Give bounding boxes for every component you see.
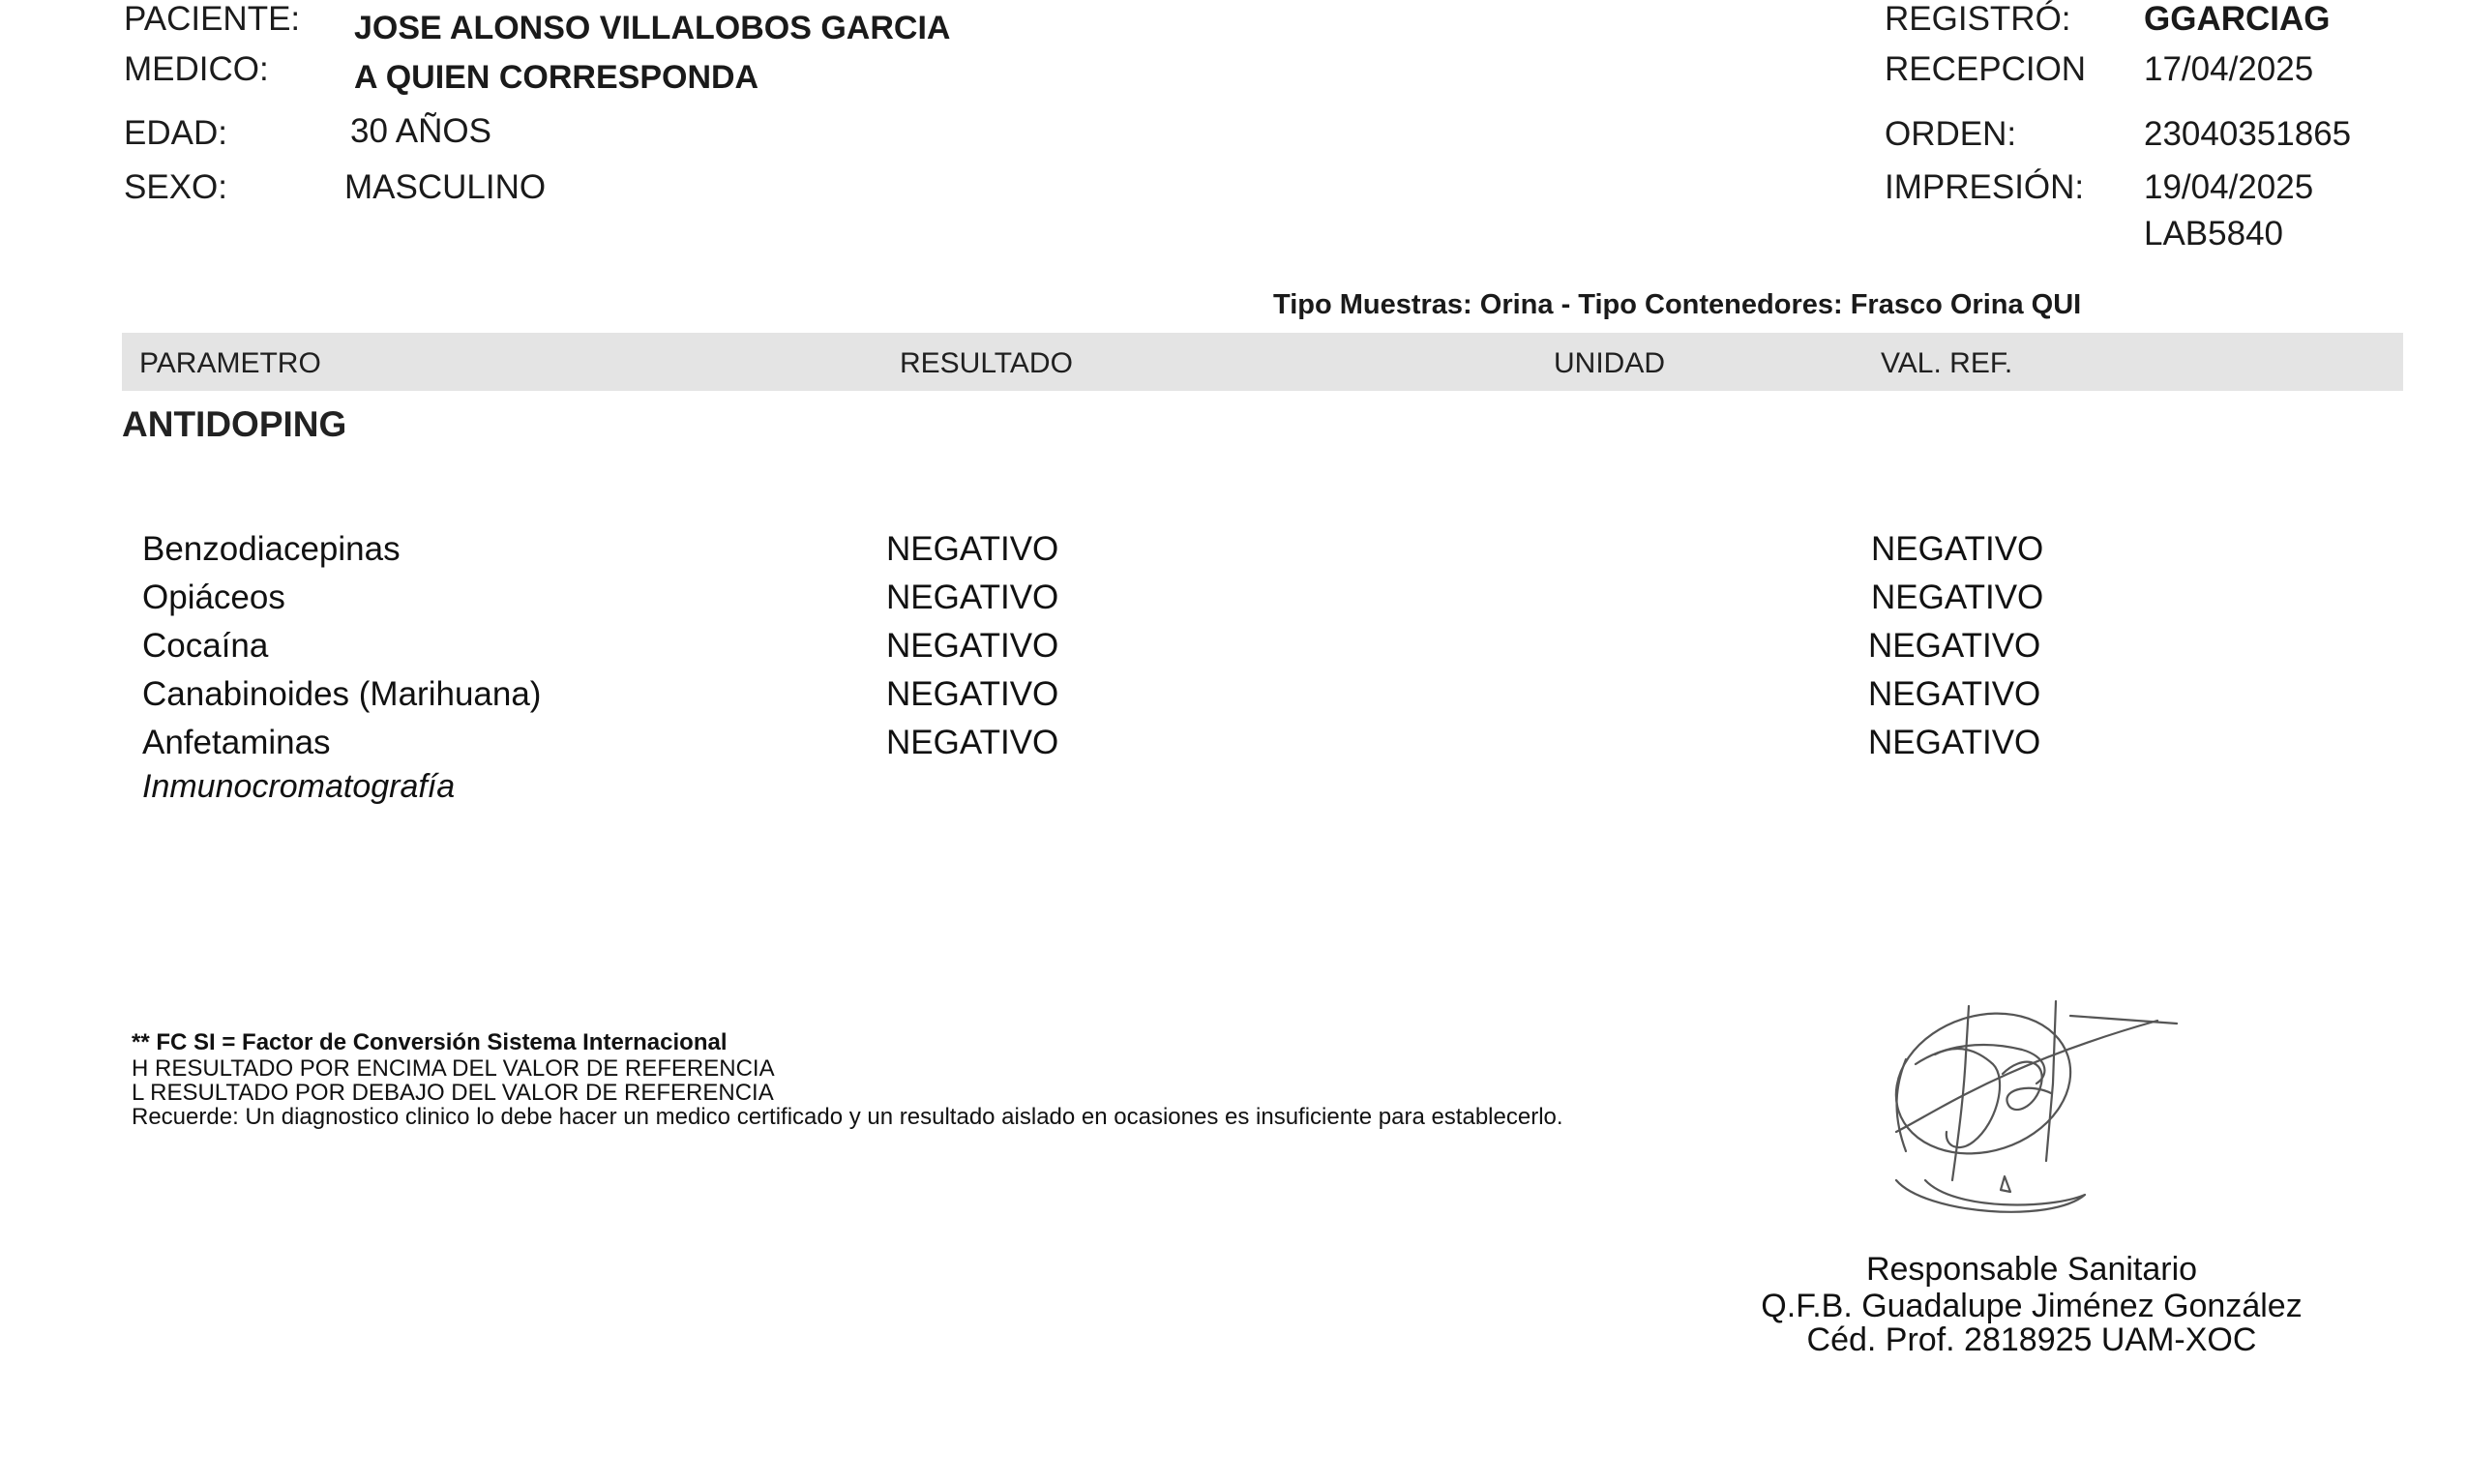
orden-label: ORDEN: (1885, 115, 2017, 153)
result-row-1-val-ref: NEGATIVO (1871, 530, 2044, 568)
impresion-value: 19/04/2025 (2144, 168, 2314, 206)
result-row-2-val-ref: NEGATIVO (1871, 579, 2044, 616)
header-val-ref: VAL. REF. (1881, 347, 2013, 379)
medico-label: MEDICO: (124, 50, 269, 88)
recepcion-value: 17/04/2025 (2144, 50, 2314, 88)
registro-label: REGISTRÓ: (1885, 0, 2071, 38)
section-title: ANTIDOPING (122, 404, 347, 444)
header-unidad: UNIDAD (1554, 347, 1666, 379)
signature-cedula: Céd. Prof. 2818925 UAM-XOC (1806, 1321, 2257, 1358)
note-h: H RESULTADO POR ENCIMA DEL VALOR DE REFERENCIA (132, 1055, 775, 1082)
registro-value: GGARCIAG (2144, 0, 2331, 38)
result-row-4-resultado: NEGATIVO (886, 675, 1059, 713)
signature-image (1877, 987, 2186, 1229)
edad-label: EDAD: (124, 114, 227, 152)
sexo-value: MASCULINO (344, 168, 547, 206)
result-row-5-parametro: Anfetaminas (142, 724, 331, 761)
orden-value: 23040351865 (2144, 115, 2352, 153)
note-recuerde: Recuerde: Un diagnostico clinico lo debe hacer un medico certificado y un resultado aislado en ocasiones es insuficiente para establecerlo. (132, 1104, 1563, 1130)
result-row-2-resultado: NEGATIVO (886, 579, 1059, 616)
header-resultado: RESULTADO (900, 347, 1073, 379)
paciente-label: PACIENTE: (124, 0, 301, 38)
edad-value: 30 AÑOS (350, 112, 491, 150)
note-fc-si: ** FC SI = Factor de Conversión Sistema Internacional (132, 1029, 728, 1055)
paciente-value: JOSE ALONSO VILLALOBOS GARCIA (354, 10, 951, 46)
impresion-label: IMPRESIÓN: (1885, 168, 2085, 206)
result-row-3-parametro: Cocaína (142, 627, 269, 665)
header-parametro: PARAMETRO (139, 347, 321, 379)
result-row-5-resultado: NEGATIVO (886, 724, 1059, 761)
result-row-4-parametro: Canabinoides (Marihuana) (142, 675, 542, 713)
result-row-3-val-ref: NEGATIVO (1868, 627, 2041, 665)
result-row-1-parametro: Benzodiacepinas (142, 530, 401, 568)
sample-info: Tipo Muestras: Orina - Tipo Contenedores: Frasco Orina QUI (1273, 289, 2082, 320)
signature-role: Responsable Sanitario (1865, 1251, 2198, 1288)
signature-name: Q.F.B. Guadalupe Jiménez González (1761, 1288, 2303, 1324)
table-header-bar (122, 333, 2403, 391)
result-row-2-parametro: Opiáceos (142, 579, 285, 616)
medico-value: A QUIEN CORRESPONDA (354, 59, 759, 96)
method-label: Inmunocromatografía (142, 768, 456, 805)
note-l: L RESULTADO POR DEBAJO DEL VALOR DE REFERENCIA (132, 1080, 774, 1106)
result-row-3-resultado: NEGATIVO (886, 627, 1059, 665)
sexo-label: SEXO: (124, 168, 227, 206)
lab-code: LAB5840 (2144, 215, 2284, 252)
result-row-4-val-ref: NEGATIVO (1868, 675, 2041, 713)
recepcion-label: RECEPCION (1885, 50, 2087, 88)
result-row-1-resultado: NEGATIVO (886, 530, 1059, 568)
result-row-5-val-ref: NEGATIVO (1868, 724, 2041, 761)
